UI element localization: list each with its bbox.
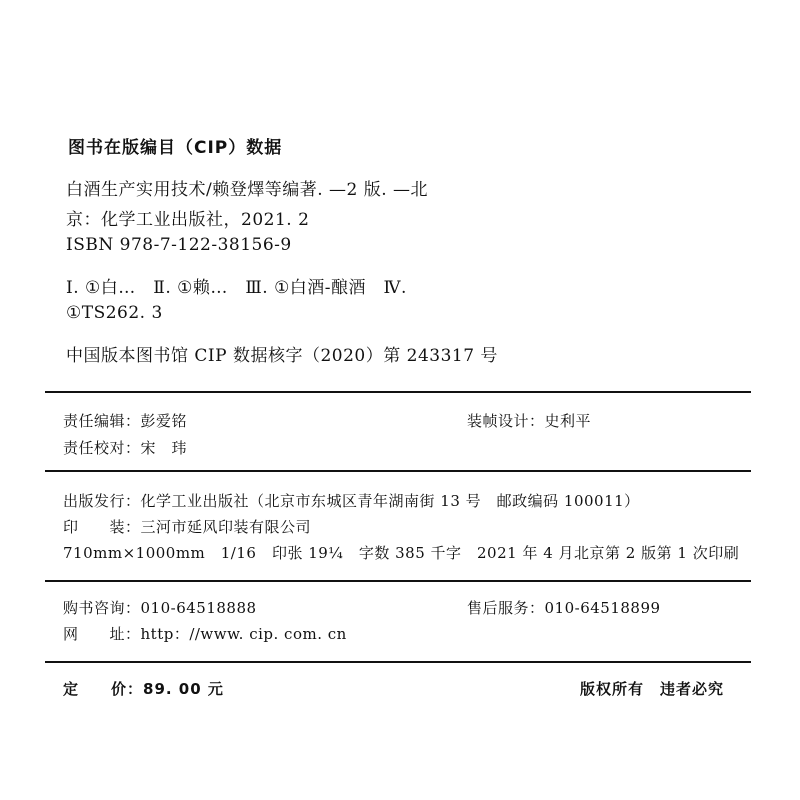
website-url: 网 址：http：//www. cip. com. cn [63, 625, 347, 643]
cip-title: 图书在版编目（CIP）数据 [68, 138, 283, 158]
cip-isbn: ISBN 978-7-122-38156-9 [66, 235, 292, 255]
publisher-info: 出版发行：化学工业出版社（北京市东城区青年湖南街 13 号 邮政编码 100011） [63, 492, 640, 510]
printer-info: 印 装：三河市延风印装有限公司 [63, 518, 312, 536]
copyright-notice: 版权所有 违者必究 [580, 680, 725, 698]
cip-line-publisher-date: 京：化学工业出版社，2021. 2 [66, 210, 310, 230]
purchase-phone: 购书咨询：010-64518888 [63, 599, 257, 617]
print-specs: 710mm×1000mm 1/16 印张 19¼ 字数 385 千字 2021 年 4 月北京第 2 版第 1 次印刷 [63, 544, 740, 562]
responsible-editor: 责任编辑：彭爱铭 [63, 412, 188, 430]
cip-classification-code: ①TS262. 3 [66, 303, 163, 323]
cip-verification-number: 中国版本图书馆 CIP 数据核字（2020）第 243317 号 [66, 346, 498, 366]
cip-line-title-authors: 白酒生产实用技术/赖登燡等编著. —2 版. —北 [66, 180, 429, 200]
binding-designer: 装帧设计：史利平 [467, 412, 592, 430]
responsible-proofreader: 责任校对：宋 玮 [63, 439, 188, 457]
divider-rule [45, 661, 751, 663]
price-label: 定 价：89. 00 元 [63, 680, 224, 698]
cip-classification: Ⅰ. ①白… Ⅱ. ①赖… Ⅲ. ①白酒-酿酒 Ⅳ. [66, 278, 407, 298]
divider-rule [45, 470, 751, 472]
divider-rule [45, 391, 751, 393]
after-sales-phone: 售后服务：010-64518899 [467, 599, 661, 617]
divider-rule [45, 580, 751, 582]
